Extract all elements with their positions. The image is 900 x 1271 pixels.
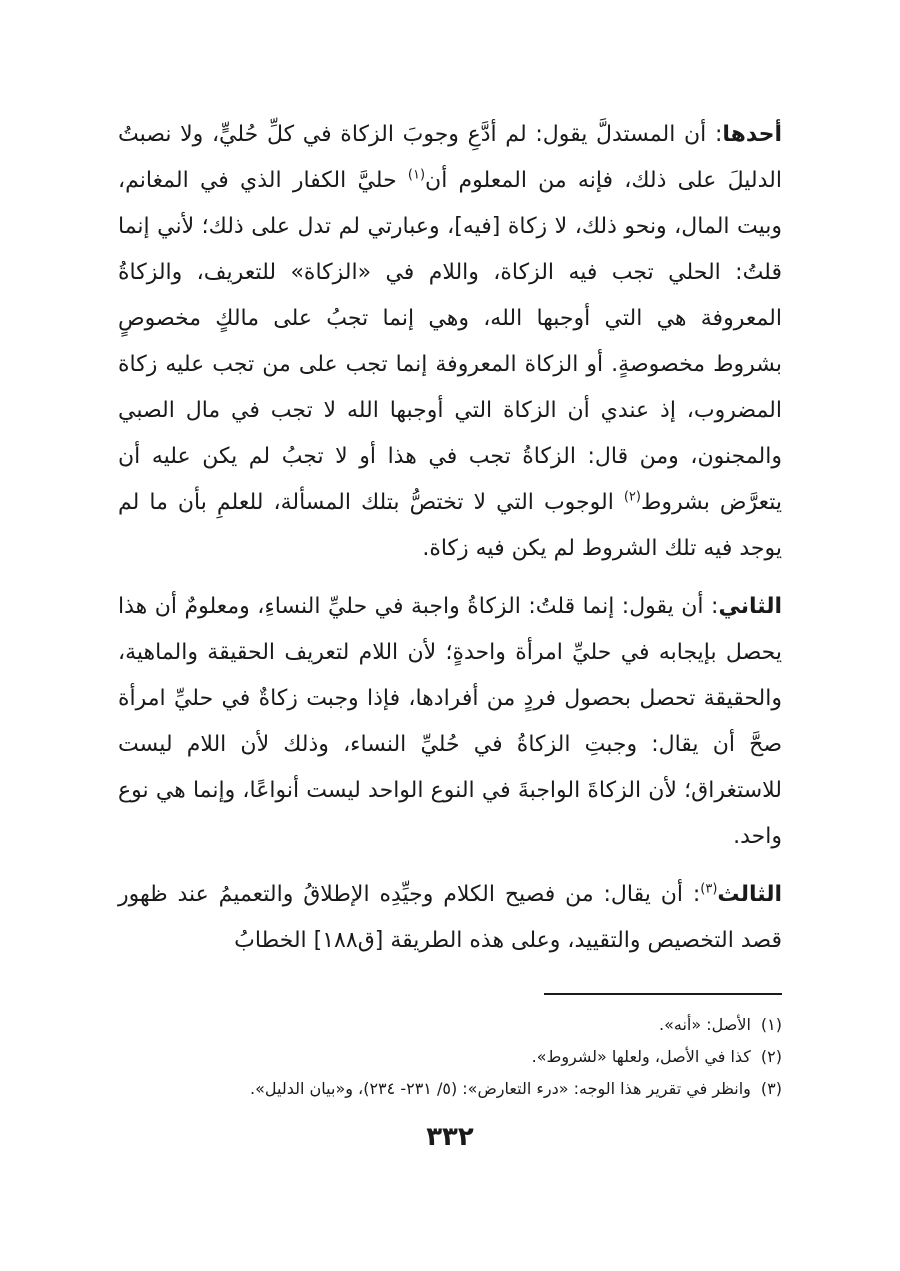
footnote-text: كذا في الأصل، ولعلها «لشروط». [531,1047,751,1066]
paragraph-text: حليَّ الكفار الذي في المغانم، وبيت المال، ونحو ذلك، لا زكاة [فيه]، وعبارتي لم تدل على ذلك؛ لأني إنما قلتُ: الحلي تجب فيه الزكاة، واللام في «الزكاة» للتعريف، والزكاةُ المعروفة هي التي أوجبها الله، وهي إنما تجبُ على مالكٍ مخصوصٍ بشروط مخصوصةٍ. أو الزكاة المعروفة إنما تجب على من تجب عليه زكاة المضروب، إذ عندي أن الزكاة التي أوجبها الله لا تجب في مال الصبي والمجنون، ومن قال: الزكاةُ تجب في هذا أو لا تجبُ لم يكن عليه أن يتعرَّض بشروط [118,168,782,515]
book-page [118,112,782,1271]
footnote-reference[interactable]: (٣) [700,881,718,897]
footnote-separator [544,993,782,995]
footnote [118,1041,782,1073]
paragraph-text: : أن يقال: من فصيح الكلام وجيِّدِه الإطلاقُ والتعميمُ عند ظهور قصد التخصيص والتقييد، وعلى هذه الطريقة [ق١٨٨] الخطابُ [118,882,782,953]
paragraph [118,584,782,860]
body-text [118,112,782,964]
paragraph [118,872,782,964]
footnote-reference[interactable]: (٢) [623,489,641,505]
footnote-number: (٣) [760,1079,782,1098]
footnote-number: (٢) [760,1047,782,1066]
footnote-reference[interactable]: (١) [407,167,426,183]
paragraph-lead: الثاني [718,594,782,619]
footnotes [118,1009,782,1105]
footnote [118,1073,782,1105]
paragraph-text: : أن يقول: إنما قلتُ: الزكاةُ واجبة في حليِّ النساءِ، ومعلومٌ أن هذا يحصل بإيجابه في حليِّ امرأة واحدةٍ؛ لأن اللام لتعريف الحقيقة والماهية، والحقيقة تحصل بحصول فردٍ من أفرادها، فإذا وجبت زكاةٌ في حليِّ امرأة صحَّ أن يقال: وجبتِ الزكاةُ في حُليِّ النساء، وذلك لأن اللام ليست للاستغراق؛ لأن الزكاةَ الواجبةَ في النوع الواحد ليست أنواعًا، وإنما هي نوع واحد. [118,594,782,849]
paragraph-lead: الثالث [717,882,782,907]
footnote-text: وانظر في تقرير هذا الوجه: «درء التعارض»: (٥/ ٢٣١- ٢٣٤)، و«بيان الدليل». [250,1079,751,1098]
paragraph-text: : أن المستدلَّ يقول: لم أدَّعِ وجوبَ الزكاة في كلِّ حُليٍّ، ولا نصبتُ الدليلَ على ذلك، فإنه من المعلوم أن [118,122,782,193]
paragraph-lead: أحدها [722,122,782,147]
paragraph-text: الوجوب التي لا تختصُّ بتلك المسألة، للعلمِ بأن ما لم يوجد فيه تلك الشروط لم يكن فيه زكاة. [118,490,782,561]
footnote-number: (١) [760,1015,782,1034]
page-number: ٣٣٢ [426,1122,474,1152]
footnote-text: الأصل: «أنه». [659,1015,751,1034]
footnote [118,1009,782,1041]
paragraph [118,112,782,572]
